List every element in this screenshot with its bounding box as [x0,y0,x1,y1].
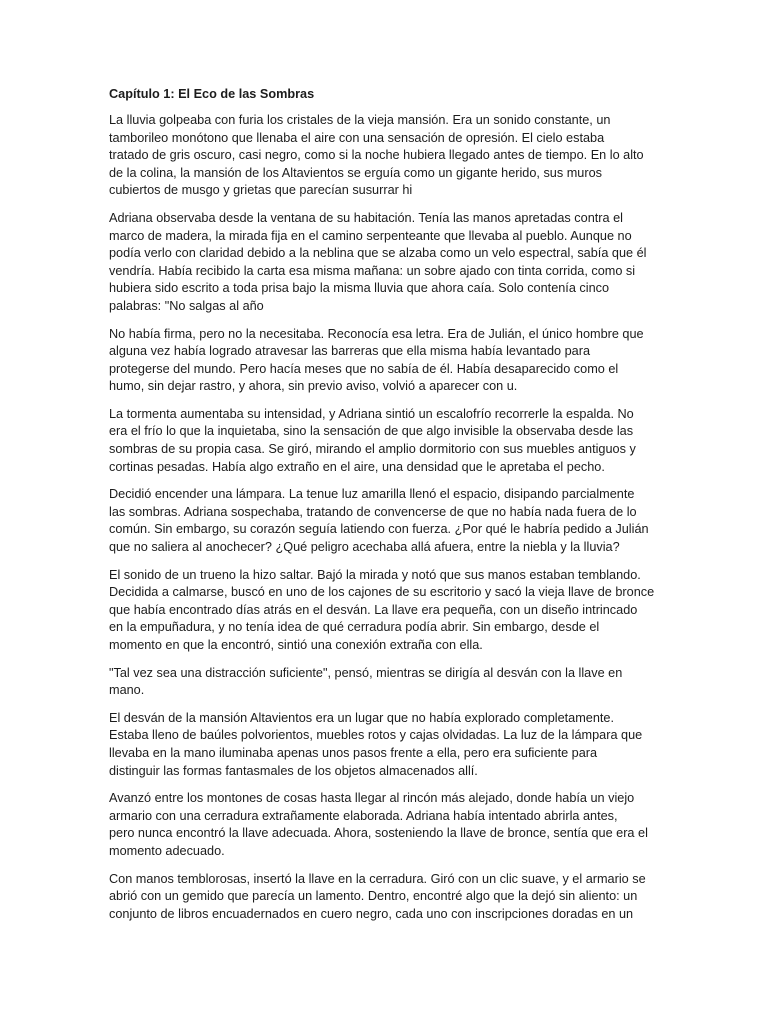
paragraph-line: que había encontrado días atrás en el desván. La llave era pequeña, con un diseño intrincado [109,602,638,617]
paragraph-line: sombras de su propia casa. Se giró, mirando el amplio dormitorio con sus muebles antiguos y [109,442,636,457]
paragraph-line: cortinas pesadas. Había algo extraño en el aire, una densidad que le apretaba el pecho. [109,459,605,474]
paragraph-line: palabras: "No salgas al año [109,298,264,313]
paragraph-line: Decidió encender una lámpara. La tenue luz amarilla llenó el espacio, disipando parcialmente [109,487,635,502]
paragraph-line: Con manos temblorosas, insertó la llave en la cerradura. Giró con un clic suave, y el armario se [109,871,646,886]
paragraph-4 [109,406,768,476]
paragraph-line: cubiertos de musgo y grietas que parecían susurrar hi [109,183,413,198]
paragraph-line: distinguir las formas fantasmales de los objetos almacenados allí. [109,763,478,778]
paragraph-line: "Tal vez sea una distracción suficiente", pensó, mientras se dirigía al desván con la llave en [109,665,623,680]
paragraph-line: pero nunca encontró la llave adecuada. Ahora, sosteniendo la llave de bronce, sentía que era el [109,826,648,841]
paragraph-line: No había firma, pero no la necesitaba. Reconocía esa letra. Era de Julián, el único hombre que [109,326,644,341]
paragraph-line: tratado de gris oscuro, casi negro, como si la noche hubiera llegado antes de tiempo. En lo alto [109,148,644,163]
paragraph-line: abrió con un gemido que parecía un lamento. Dentro, encontré algo que la dejó sin aliento: un [109,889,638,904]
paragraph-line: Decidida a calmarse, buscó en uno de los cajones de su escritorio y sacó la vieja llave de bronce [109,585,655,600]
paragraph-line: alguna vez había logrado atravesar las barreras que ella misma había levantado para [109,344,591,359]
paragraph-3 [109,326,768,396]
paragraph-line: humo, sin dejar rastro, y ahora, sin previo aviso, volvió a aparecer con u. [109,379,518,394]
paragraph-7 [109,665,768,700]
paragraph-line: mano. [109,683,145,698]
paragraph-line: El desván de la mansión Altavientos era un lugar que no había explorado completamente. [109,710,615,725]
paragraph-line: de la colina, la mansión de los Altavientos se erguía como un gigante herido, sus muros [109,165,602,180]
paragraph-line: hubiera sido escrito a toda prisa bajo la misma lluvia que ahora caía. Solo contenía cinco [109,281,610,296]
paragraph-line: momento en que la encontró, sintió una conexión extraña con ella. [109,638,483,653]
paragraph-line: común. Sin embargo, su corazón seguía latiendo con fuerza. ¿Por qué le habría pedido a Julián [109,522,649,537]
document-body [109,112,768,923]
paragraph-line: Avanzó entre los montones de cosas hasta llegar al rincón más alejado, donde había un viejo [109,791,635,806]
paragraph-1 [109,112,768,200]
paragraph-line: en la empuñadura, y no tenía idea de qué cerradura podía abrir. Sin embargo, desde el [109,620,600,635]
paragraph-2 [109,210,768,316]
paragraph-line: tamborileo monótono que llenaba el aire con una sensación de opresión. El cielo estaba [109,130,605,145]
paragraph-line: El sonido de un trueno la hizo saltar. Bajó la mirada y notó que sus manos estaban temblando. [109,567,641,582]
paragraph-line: las sombras. Adriana sospechaba, tratando de convencerse de que no había nada fuera de lo [109,504,637,519]
paragraph-10 [109,871,768,924]
paragraph-line: protegerse del mundo. Pero hacía meses que no sabía de él. Había desaparecido como el [109,361,619,376]
paragraph-line: Adriana observaba desde la ventana de su habitación. Tenía las manos apretadas contra el [109,210,623,225]
paragraph-line: La lluvia golpeaba con furia los cristales de la vieja mansión. Era un sonido constante, un [109,112,611,127]
paragraph-line: momento adecuado. [109,843,225,858]
paragraph-line: que no saliera al anochecer? ¿Qué peligro acechaba allá afuera, entre la niebla y la lluvia? [109,540,620,555]
paragraph-line: era el frío lo que la inquietaba, sino la sensación de que algo invisible la observaba desde las [109,424,634,439]
paragraph-8 [109,710,768,780]
paragraph-line: llevaba en la mano iluminaba apenas unos pasos frente a ella, pero era suficiente para [109,745,598,760]
paragraph-5 [109,486,768,556]
paragraph-line: marco de madera, la mirada fija en el camino serpenteante que llevaba al pueblo. Aunque no [109,228,632,243]
paragraph-line: vendría. Había recibido la carta esa misma mañana: un sobre ajado con tinta corrida, como si [109,263,636,278]
paragraph-line: armario con una cerradura extrañamente elaborada. Adriana había intentado abrirla antes, [109,808,618,823]
paragraph-line: La tormenta aumentaba su intensidad, y Adriana sintió un escalofrío recorrerle la espalda. No [109,406,634,421]
paragraph-9 [109,790,768,860]
paragraph-line: conjunto de libros encuadernados en cuero negro, cada uno con inscripciones doradas en un [109,906,634,921]
paragraph-line: Estaba lleno de baúles polvorientos, muebles rotos y cajas olvidadas. La luz de la lámpara que [109,728,643,743]
paragraph-6 [109,567,768,655]
chapter-title: Capítulo 1: El Eco de las Sombras [109,87,315,101]
paragraph-line: podía verlo con claridad debido a la neblina que se alzaba como un velo espectral, sabía que él [109,246,647,261]
